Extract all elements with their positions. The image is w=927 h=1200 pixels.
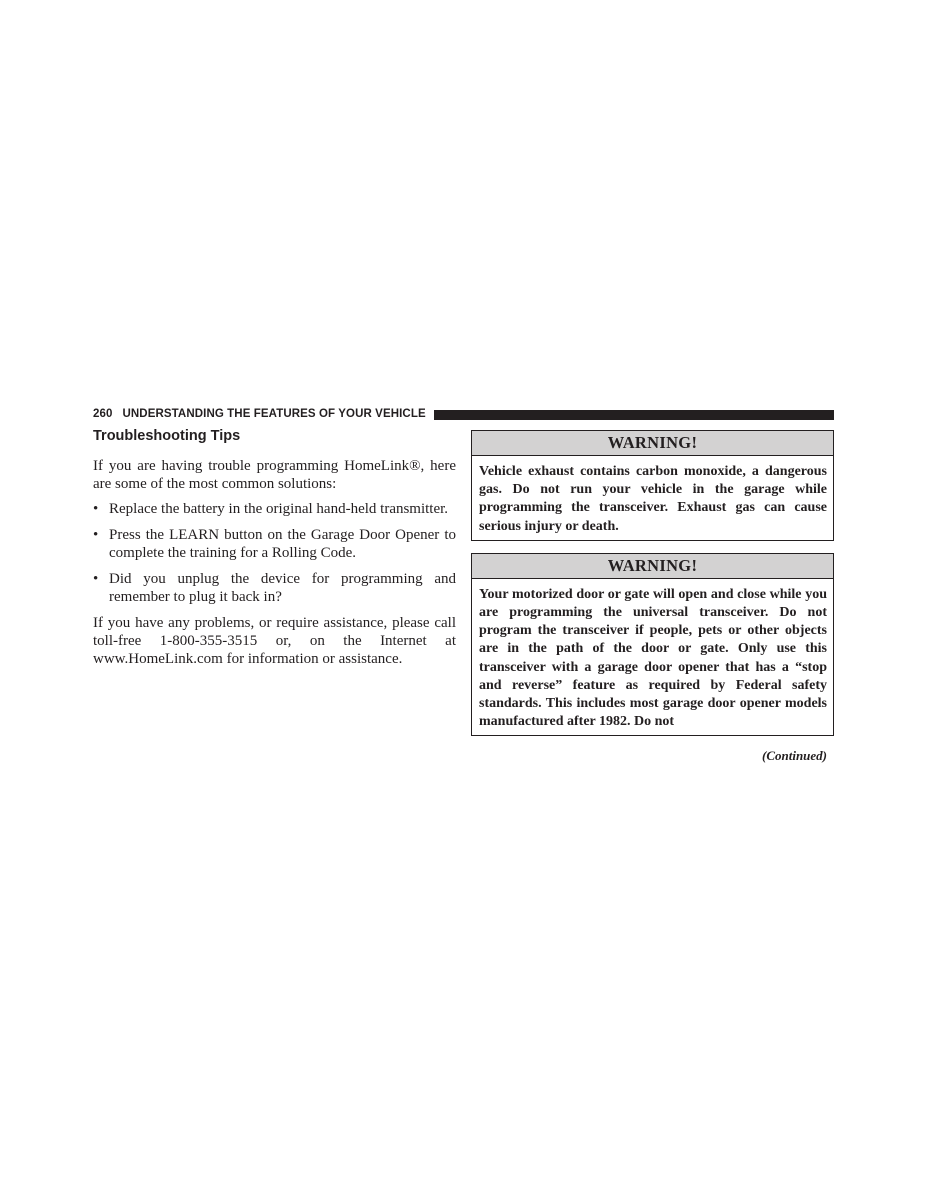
header-rule [434,410,834,420]
list-item [93,500,456,518]
page-number: 260 [93,408,113,420]
warning-heading: WARNING! [472,554,833,579]
warning-heading: WARNING! [472,431,833,456]
closing-paragraph: If you have any problems, or require assistance, please call toll-free 1-800-355-3515 or, on the Internet at www.HomeLink.com for information or assistance. [93,615,456,667]
solutions-list [93,500,456,606]
running-title: UNDERSTANDING THE FEATURES OF YOUR VEHICLE [122,408,426,420]
list-item-text: Press the LEARN button on the Garage Door Opener to complete the training for a Rolling Code. [109,527,456,561]
right-column [471,430,834,764]
list-item [93,570,456,606]
intro-paragraph: If you are having trouble programming HomeLink®, here are some of the most common solutions: [93,458,456,492]
list-item-text: Replace the battery in the original hand-held transmitter. [109,501,449,517]
section-title: Troubleshooting Tips [93,428,241,444]
warning-box-exhaust [471,430,834,541]
list-item [93,526,456,562]
continued-label: (Continued) [761,748,827,764]
bullet-icon: • [93,571,99,587]
left-column [93,426,456,668]
bullet-icon: • [93,501,99,517]
warning-text: Your motorized door or gate will open and close while you are programming the universal transceiver. Do not program the transceiver if people, pets or other objects are in the path of the door or gate. Only use this transceiver with a garage door opener that has a “stop and reverse” feature as required by Federal safety standards. This includes most garage door opener models manufactured after 1982. Do not [479,586,827,730]
list-item-text: Did you unplug the device for programming and remember to plug it back in? [109,571,456,605]
warning-box-motorized-door [471,553,834,737]
warning-text: Vehicle exhaust contains carbon monoxide, a dangerous gas. Do not run your vehicle in the garage while programming the transceiver. Exhaust gas can cause serious injury or death. [479,464,827,534]
bullet-icon: • [93,527,99,543]
page-header [93,405,834,423]
